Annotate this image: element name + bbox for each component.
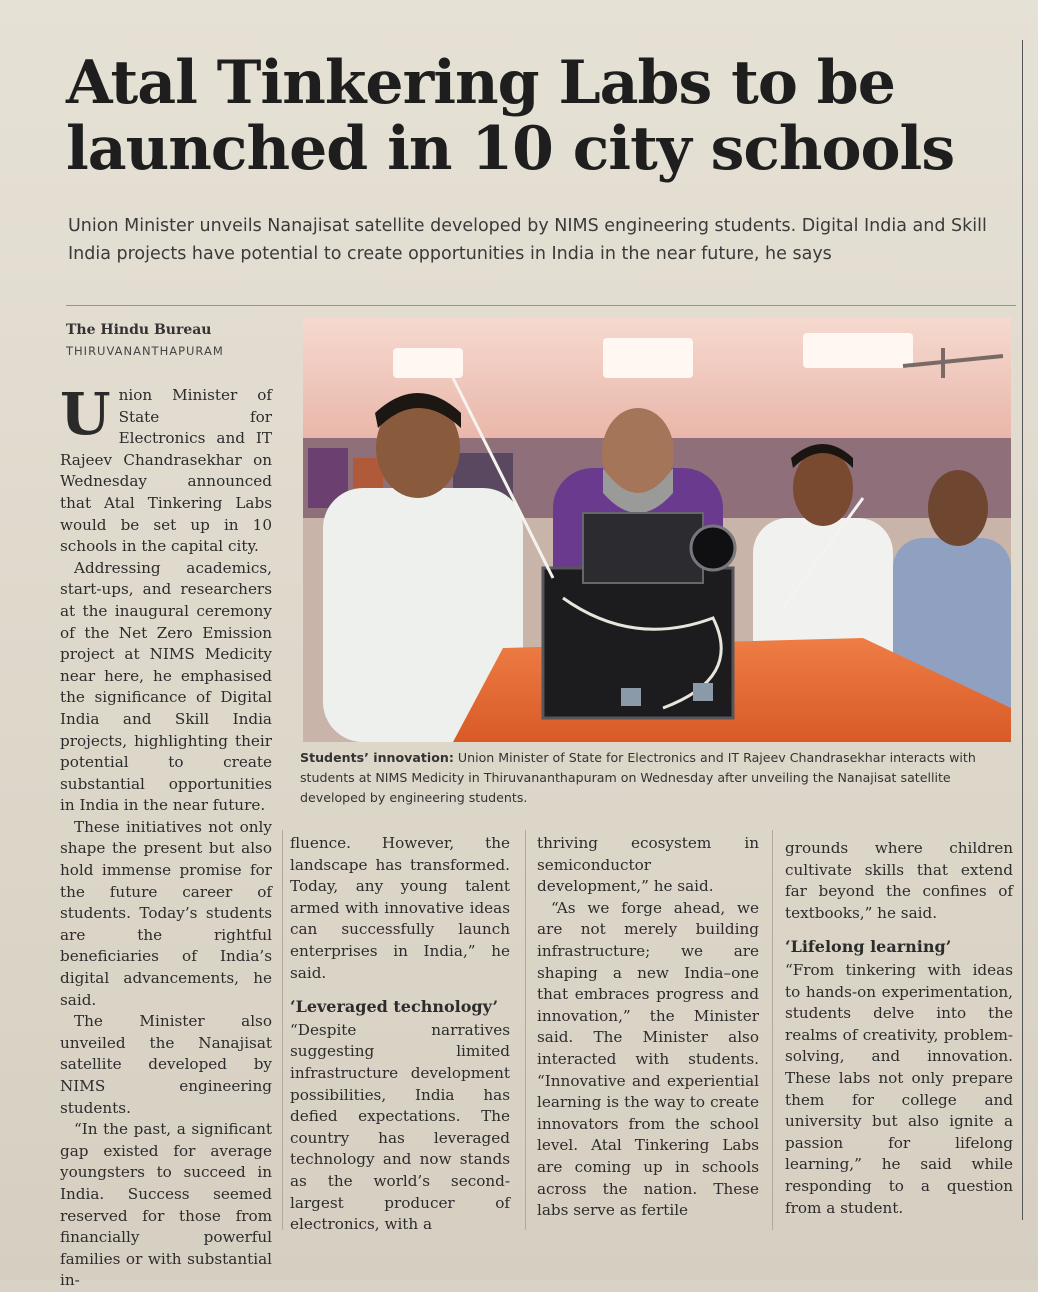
subheading: ‘Lifelong learning’ (785, 937, 952, 957)
column-separator (525, 830, 526, 1230)
paragraph: Addressing academics, start-ups, and researchers at the inaugural ceremony of the Net Zero Emission project at NIMS Medicity near here, he emphasised the significance of Digital India and Skill India projects, highlighting their potential to create substantial opportunities in India in the near future. (60, 558, 272, 815)
paragraph-text: nion Minister of State for Electronics and IT Rajeev Chandrasekhar on Wednesday announced that Atal Tinkering Labs would be set up in 10 schools in the capital city. (60, 386, 272, 556)
drop-cap: U (60, 380, 111, 448)
caption-text: Union Minister of State for Electronics and IT Rajeev Chandrasekhar interacts with students at NIMS Medicity in Thiruvananthapuram on Wednesday after unveiling the Nanajisat satellite developed by engineering students. (300, 750, 976, 805)
paragraph: fluence. However, the landscape has transformed. Today, any young talent armed with innovative ideas can successfully launch enterprises in India,” he said. (290, 834, 510, 982)
paragraph: thriving ecosystem in semiconductor development,” he said. (537, 834, 759, 896)
caption-label: Students’ innovation: (300, 750, 454, 765)
subheading: ‘Leveraged technology’ (290, 997, 499, 1017)
column-separator (772, 830, 773, 1230)
column-1 (60, 380, 272, 1292)
standfirst: Union Minister unveils Nanajisat satellite developed by NIMS engineering students. Digital India and Skill India projects have potential to create opportunities in India in the near future, he says (68, 216, 987, 264)
column-3 (537, 833, 759, 1222)
dateline: THIRUVANANTHAPURAM (66, 344, 224, 358)
paragraph: These initiatives not only shape the present but also hold immense promise for the future career of students. Today’s students are the rightful beneficiaries of India’s digital advancements, he said. (60, 817, 272, 1009)
paragraph: grounds where children cultivate skills that extend far beyond the confines of textbooks,” he said. (785, 839, 1013, 922)
column-separator (282, 830, 283, 1230)
paragraph: “Despite narratives suggesting limited infrastructure development possibilities, India has defied expectations. The country has leveraged technology and now stands as the world’s second-largest producer of electronics, with a (290, 1020, 510, 1234)
article-photo (303, 318, 1011, 742)
column-4 (785, 838, 1013, 1219)
column-2 (290, 833, 510, 1236)
divider (66, 305, 1016, 306)
paragraph: “In the past, a significant gap existed for average youngsters to succeed in India. Success seemed reserved for those from financially powerful families or with substantial in- (60, 1120, 272, 1290)
paragraph: “From tinkering with ideas to hands-on experimentation, students delve into the realms of creativity, problem-solving, and innovation. These labs not only prepare them for college and university but also ignite a passion for lifelong learning,” he said while responding to a question from a student. (785, 960, 1013, 1217)
headline-line-1: Atal Tinkering Labs to be (66, 48, 895, 118)
paragraph: “As we forge ahead, we are not merely building infrastructure; we are shaping a new India–one that embraces progress and innovation,” the Minister said. The Minister also interacted with students. “Innovative and experiential learning is the way to create innovators from the school level. Atal Tinkering Labs are coming up in schools across the nation. These labs serve as fertile (537, 898, 759, 1220)
byline: The Hindu Bureau (66, 322, 212, 338)
headline-line-2: launched in 10 city schools (66, 114, 955, 184)
photo-caption (300, 748, 1010, 808)
paragraph (60, 380, 272, 558)
page-edge-rule (1022, 40, 1023, 1220)
photo-illustration (303, 318, 1011, 742)
headline (66, 50, 966, 182)
paragraph: The Minister also unveiled the Nanajisat satellite developed by NIMS engineering students. (60, 1012, 272, 1117)
